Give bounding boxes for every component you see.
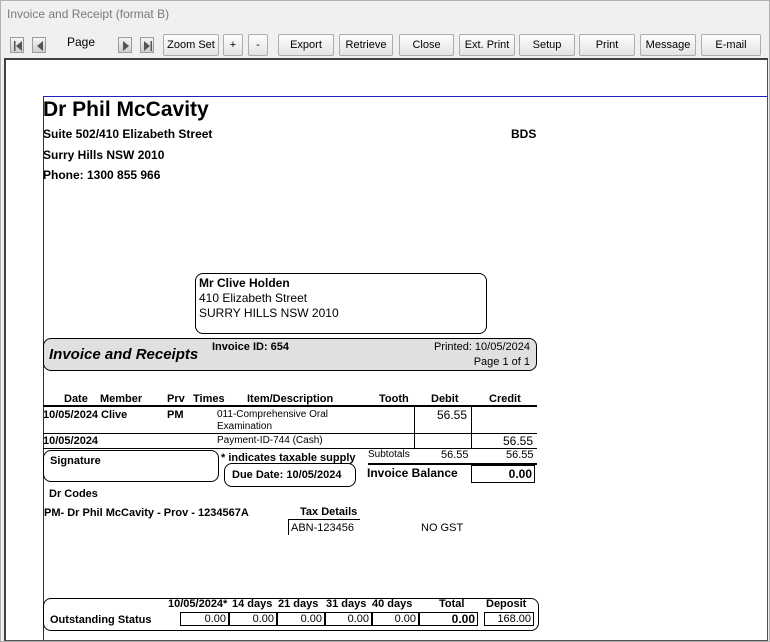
patient-address-1: 410 Elizabeth Street bbox=[199, 291, 308, 305]
row1-item: 011-Comprehensive Oral bbox=[217, 409, 328, 420]
zoom-in-button[interactable]: + bbox=[223, 34, 243, 56]
header-rule bbox=[43, 405, 537, 407]
last-page-icon bbox=[143, 41, 153, 51]
practice-address-1: Suite 502/410 Elizabeth Street bbox=[43, 127, 213, 141]
print-button[interactable]: Print bbox=[579, 34, 635, 56]
practice-phone: Phone: 1300 855 966 bbox=[43, 168, 161, 182]
signature-box bbox=[43, 450, 219, 482]
out-val-deposit: 168.00 bbox=[484, 612, 534, 626]
out-val-21: 0.00 bbox=[277, 612, 325, 626]
row1-debit: 56.55 bbox=[437, 408, 468, 422]
page-label: Page bbox=[67, 35, 96, 49]
tax-details-bar bbox=[288, 519, 289, 535]
taxable-note: * indicates taxable supply bbox=[221, 452, 356, 464]
patient-address-box bbox=[195, 273, 487, 334]
balance-label: Invoice Balance bbox=[367, 466, 458, 480]
report-preview[interactable] bbox=[4, 58, 768, 641]
col-date: Date bbox=[64, 393, 88, 405]
row2-credit: 56.55 bbox=[503, 434, 534, 448]
out-val-total: 0.00 bbox=[419, 612, 478, 626]
retrieve-button[interactable]: Retrieve bbox=[339, 34, 393, 56]
prev-page-button[interactable] bbox=[32, 37, 46, 53]
next-page-button[interactable] bbox=[118, 37, 132, 53]
toolbar bbox=[1, 31, 769, 57]
last-page-button[interactable] bbox=[140, 37, 154, 53]
export-button[interactable]: Export bbox=[278, 34, 334, 56]
margin-line-top bbox=[43, 96, 768, 97]
window-title: Invoice and Receipt (format B) bbox=[7, 7, 170, 21]
debit-divider bbox=[414, 407, 415, 449]
out-val-current: 0.00 bbox=[180, 612, 229, 626]
row1-member: Clive bbox=[101, 409, 128, 421]
dr-code-line: PM- Dr Phil McCavity - Prov - 1234567A bbox=[44, 507, 249, 519]
abn: ABN-123456 bbox=[291, 522, 354, 534]
out-val-40: 0.00 bbox=[372, 612, 419, 626]
row1-prv: PM bbox=[167, 409, 184, 421]
row2-date: 10/05/2024 bbox=[43, 435, 99, 447]
col-times: Times bbox=[193, 393, 225, 405]
out-col-14: 14 days bbox=[232, 598, 273, 610]
outstanding-label: Outstanding Status bbox=[50, 614, 152, 626]
gst-status: NO GST bbox=[421, 522, 464, 534]
col-item: Item/Description bbox=[247, 393, 334, 405]
patient-address-2: SURRY HILLS NSW 2010 bbox=[199, 306, 339, 320]
out-col-deposit: Deposit bbox=[486, 598, 527, 610]
patient-name: Mr Clive Holden bbox=[199, 276, 290, 290]
col-credit: Credit bbox=[489, 393, 521, 405]
out-col-21: 21 days bbox=[278, 598, 319, 610]
row1-date: 10/05/2024 bbox=[43, 409, 99, 421]
out-col-total: Total bbox=[439, 598, 465, 610]
out-val-14: 0.00 bbox=[229, 612, 277, 626]
subtotal-credit: 56.55 bbox=[506, 449, 534, 461]
invoice-id: Invoice ID: 654 bbox=[212, 341, 290, 353]
out-val-31: 0.00 bbox=[325, 612, 372, 626]
row1-item-cont: Examination bbox=[217, 421, 273, 432]
invoice-header-bar bbox=[43, 338, 537, 371]
row2-item: Payment-ID-744 (Cash) bbox=[217, 435, 323, 446]
row-divider bbox=[43, 433, 537, 434]
subtotal-debit: 56.55 bbox=[441, 449, 469, 461]
printed-date: Printed: 10/05/2024 bbox=[433, 341, 530, 353]
signature-label: Signature bbox=[50, 455, 101, 467]
dr-codes-label: Dr Codes bbox=[49, 488, 98, 500]
close-button[interactable]: Close bbox=[399, 34, 454, 56]
first-page-icon bbox=[13, 41, 23, 51]
page-count: Page 1 of 1 bbox=[473, 356, 530, 368]
col-debit: Debit bbox=[431, 393, 459, 405]
tax-details-label: Tax Details bbox=[300, 506, 358, 518]
email-button[interactable]: E-mail bbox=[701, 34, 761, 56]
ext-print-button[interactable]: Ext. Print bbox=[459, 34, 515, 56]
out-col-current: 10/05/2024* bbox=[168, 598, 228, 610]
first-page-button[interactable] bbox=[10, 37, 24, 53]
due-date-box bbox=[224, 463, 356, 487]
invoice-heading: Invoice and Receipts bbox=[49, 346, 199, 363]
out-col-40: 40 days bbox=[372, 598, 413, 610]
balance-value: 0.00 bbox=[471, 465, 535, 483]
setup-button[interactable]: Setup bbox=[519, 34, 575, 56]
prev-page-icon bbox=[35, 41, 45, 51]
col-member: Member bbox=[100, 393, 143, 405]
credit-divider bbox=[471, 407, 472, 449]
out-col-31: 31 days bbox=[326, 598, 367, 610]
practice-code: BDS bbox=[511, 127, 537, 141]
tax-details-rule bbox=[288, 519, 360, 520]
zoom-set-button[interactable]: Zoom Set bbox=[163, 34, 219, 56]
zoom-out-button[interactable]: - bbox=[248, 34, 268, 56]
subtotals-label: Subtotals bbox=[368, 449, 410, 460]
col-prv: Prv bbox=[167, 393, 185, 405]
due-date: Due Date: 10/05/2024 bbox=[232, 469, 342, 481]
practice-name: Dr Phil McCavity bbox=[43, 98, 209, 121]
col-tooth: Tooth bbox=[379, 393, 409, 405]
message-button[interactable]: Message bbox=[640, 34, 696, 56]
next-page-icon bbox=[121, 41, 131, 51]
practice-address-2: Surry Hills NSW 2010 bbox=[43, 148, 165, 162]
